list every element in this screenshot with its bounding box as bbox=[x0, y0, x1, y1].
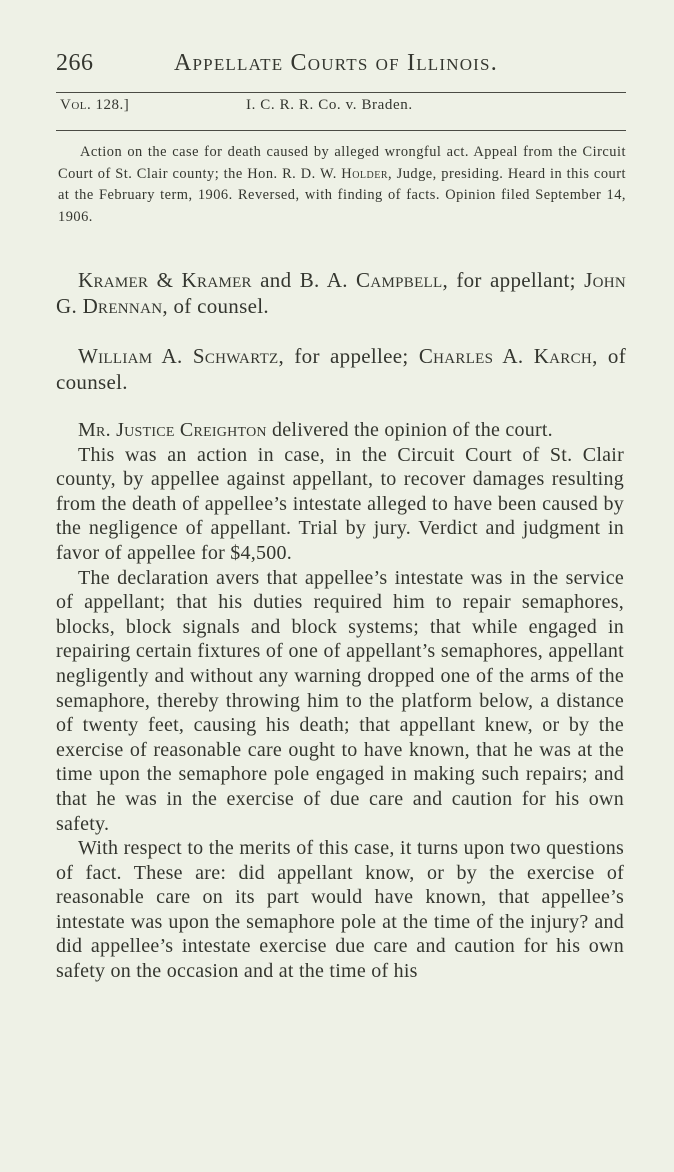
running-title: Appellate Courts of Illinois. bbox=[174, 50, 498, 76]
header-rule-bottom bbox=[56, 130, 626, 131]
appellant-attorney: B. A. Campbell bbox=[299, 268, 443, 292]
volume-label: Vol. 128.] bbox=[60, 97, 130, 113]
opinion-intro bbox=[56, 418, 624, 443]
opinion-paragraph: The declaration avers that appellee’s intestate was in the service of appellant; that his duties required him to repair semaphores, blocks, block signals and block systems; that while engaged in repairing certain fixtures of one of appellant’s semaphores, appellant negligently and without any warning dropped one of the arms of the semaphore, thereby throwing him to the platform below, a distance of twenty feet, causing his death; that appellant knew, or by the exercise of reasonable care ought to have known, that he was at the time upon the semaphore pole engaged in making such repairs; and that he was in the exercise of due care and caution for his own safety. bbox=[56, 566, 624, 835]
syllabus-paragraph bbox=[58, 142, 626, 228]
appellant-of-counsel-suffix: , of counsel. bbox=[162, 293, 269, 318]
counsel-appellant-paragraph bbox=[56, 268, 626, 319]
header-rule-top bbox=[56, 92, 626, 93]
case-title: I. C. R. R. Co. v. Braden. bbox=[246, 97, 413, 113]
opinion-paragraph: This was an action in case, in the Circuit Court of St. Clair county, by appellee against appellant, to recover damages resulting from the death of appellee’s intestate alleged to have been caused by the negligence of appellant. Trial by jury. Verdict and judgment in favor of appellee for $4,500. bbox=[56, 443, 624, 564]
opinion-intro-text: delivered the opinion of the court. bbox=[266, 419, 553, 441]
syllabus-text-end: , Judge, presiding. Heard in this court at the February term, 1906. Reversed, with finding of facts. Opinion filed September 14, 1906. bbox=[58, 165, 627, 225]
opinion-paragraph: With respect to the merits of this case, it turns upon two questions of fact. These are: did appellant know, or by the exercise of reasonable care on its part would have known, that appellee’s intestate was upon the semaphore pole at the time of the injury? and did appellee’s intestate exercise due care and caution for his own safety on the occasion and at the time of his bbox=[56, 837, 624, 983]
counsel-appellee bbox=[56, 344, 626, 395]
page-number: 266 bbox=[56, 50, 94, 76]
counsel-appellee-paragraph bbox=[56, 344, 626, 395]
appellee-attorney: William A. Schwartz bbox=[78, 344, 279, 368]
case-syllabus bbox=[58, 142, 626, 228]
case-subheader bbox=[60, 97, 624, 119]
appellant-firm: Kramer & Kramer bbox=[78, 268, 252, 292]
opinion-body bbox=[56, 418, 624, 984]
appellee-of-counsel: Charles A. Karch bbox=[418, 344, 593, 368]
counsel-appellant bbox=[56, 268, 626, 319]
appellant-role: , for appellant; bbox=[442, 268, 585, 292]
page-header bbox=[56, 50, 624, 84]
appellant-of-counsel: John G. Drennan bbox=[56, 268, 627, 318]
appellee-of-counsel-suffix: , of counsel. bbox=[56, 344, 626, 394]
syllabus-text-start: Action on the case for death caused by alleged wrongful act. Appeal from the Circuit Court of St. Clair county; the Hon. R. D. W. bbox=[58, 144, 626, 182]
appellee-role: , for appellee; bbox=[278, 344, 419, 368]
justice-name: Mr. Justice Creighton bbox=[78, 419, 267, 441]
judge-name: Holder bbox=[341, 165, 389, 182]
appellant-connector: and bbox=[251, 268, 300, 292]
